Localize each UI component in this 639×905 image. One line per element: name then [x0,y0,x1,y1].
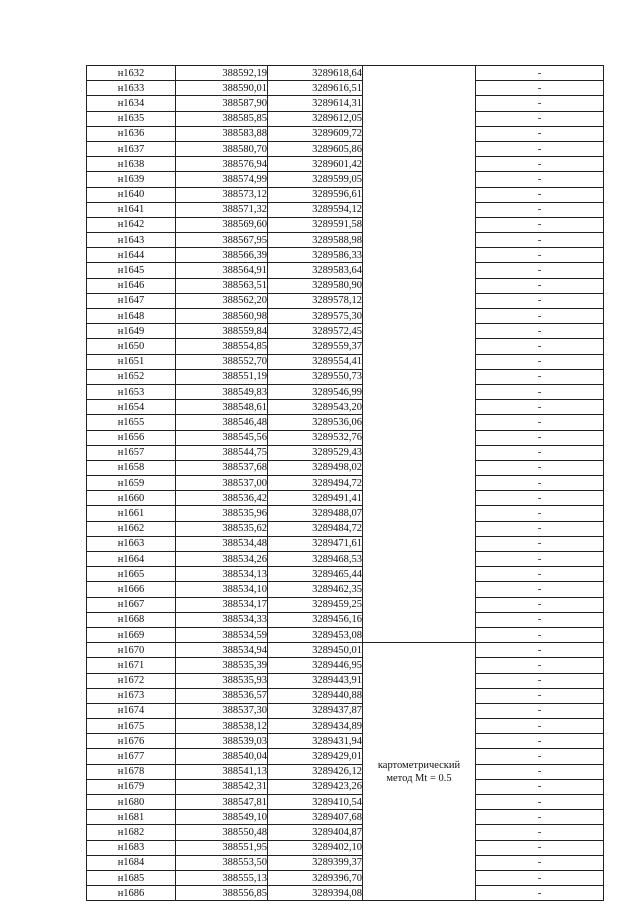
point-name-cell: н1683 [87,840,176,855]
table-row [87,476,604,491]
point-name-cell: н1654 [87,400,176,415]
x-coordinate-cell: 388544,75 [176,445,268,460]
note-cell: - [476,719,604,734]
x-coordinate-cell: 388534,13 [176,567,268,582]
x-coordinate-cell: 388555,13 [176,870,268,885]
table-row [87,673,604,688]
note-cell: - [476,278,604,293]
note-cell: - [476,217,604,232]
table-row [87,491,604,506]
point-name-cell: н1655 [87,415,176,430]
method-cell [363,643,476,901]
point-name-cell: н1674 [87,703,176,718]
table-row [87,126,604,141]
note-cell: - [476,445,604,460]
x-coordinate-cell: 388551,95 [176,840,268,855]
point-name-cell: н1682 [87,825,176,840]
x-coordinate-cell: 388574,99 [176,172,268,187]
y-coordinate-cell: 3289572,45 [268,324,363,339]
note-cell: - [476,688,604,703]
note-cell: - [476,597,604,612]
table-row [87,612,604,627]
y-coordinate-cell: 3289616,51 [268,81,363,96]
note-cell: - [476,521,604,536]
x-coordinate-cell: 388535,93 [176,673,268,688]
point-name-cell: н1639 [87,172,176,187]
note-cell: - [476,825,604,840]
table-row [87,521,604,536]
table-row [87,233,604,248]
note-cell: - [476,172,604,187]
note-cell: - [476,202,604,217]
y-coordinate-cell: 3289488,07 [268,506,363,521]
table-row [87,764,604,779]
x-coordinate-cell: 388549,10 [176,810,268,825]
x-coordinate-cell: 388538,12 [176,719,268,734]
note-cell: - [476,703,604,718]
y-coordinate-cell: 3289575,30 [268,309,363,324]
y-coordinate-cell: 3289468,53 [268,552,363,567]
note-cell: - [476,369,604,384]
note-cell: - [476,233,604,248]
table-row [87,703,604,718]
note-cell: - [476,384,604,399]
note-cell: - [476,779,604,794]
table-row [87,870,604,885]
y-coordinate-cell: 3289434,89 [268,719,363,734]
table-row [87,536,604,551]
x-coordinate-cell: 388580,70 [176,141,268,156]
y-coordinate-cell: 3289396,70 [268,870,363,885]
point-name-cell: н1671 [87,658,176,673]
point-name-cell: н1678 [87,764,176,779]
point-name-cell: н1649 [87,324,176,339]
point-name-cell: н1647 [87,293,176,308]
x-coordinate-cell: 388537,30 [176,703,268,718]
point-name-cell: н1663 [87,536,176,551]
x-coordinate-cell: 388560,98 [176,309,268,324]
note-cell: - [476,810,604,825]
note-cell: - [476,81,604,96]
x-coordinate-cell: 388569,60 [176,217,268,232]
table-row [87,430,604,445]
note-cell: - [476,886,604,901]
point-name-cell: н1641 [87,202,176,217]
x-coordinate-cell: 388573,12 [176,187,268,202]
y-coordinate-cell: 3289554,41 [268,354,363,369]
note-cell: - [476,248,604,263]
table-row [87,293,604,308]
y-coordinate-cell: 3289484,72 [268,521,363,536]
y-coordinate-cell: 3289402,10 [268,840,363,855]
x-coordinate-cell: 388551,19 [176,369,268,384]
table-row [87,552,604,567]
note-cell: - [476,627,604,642]
x-coordinate-cell: 388534,33 [176,612,268,627]
x-coordinate-cell: 388541,13 [176,764,268,779]
point-name-cell: н1653 [87,384,176,399]
note-cell: - [476,324,604,339]
point-name-cell: н1643 [87,233,176,248]
note-cell: - [476,582,604,597]
point-name-cell: н1686 [87,886,176,901]
y-coordinate-cell: 3289605,86 [268,141,363,156]
point-name-cell: н1648 [87,309,176,324]
x-coordinate-cell: 388537,00 [176,476,268,491]
table-row [87,627,604,642]
y-coordinate-cell: 3289559,37 [268,339,363,354]
x-coordinate-cell: 388535,62 [176,521,268,536]
y-coordinate-cell: 3289612,05 [268,111,363,126]
note-cell: - [476,749,604,764]
y-coordinate-cell: 3289462,35 [268,582,363,597]
table-row [87,384,604,399]
point-name-cell: н1656 [87,430,176,445]
y-coordinate-cell: 3289588,98 [268,233,363,248]
x-coordinate-cell: 388592,19 [176,66,268,81]
table-row [87,354,604,369]
table-row [87,309,604,324]
y-coordinate-cell: 3289536,06 [268,415,363,430]
point-name-cell: н1675 [87,719,176,734]
note-cell: - [476,141,604,156]
note-cell: - [476,430,604,445]
note-cell: - [476,309,604,324]
point-name-cell: н1634 [87,96,176,111]
x-coordinate-cell: 388559,84 [176,324,268,339]
table-row [87,96,604,111]
y-coordinate-cell: 3289465,44 [268,567,363,582]
y-coordinate-cell: 3289437,87 [268,703,363,718]
y-coordinate-cell: 3289431,94 [268,734,363,749]
note-cell: - [476,460,604,475]
table-row [87,415,604,430]
x-coordinate-cell: 388563,51 [176,278,268,293]
y-coordinate-cell: 3289546,99 [268,384,363,399]
note-cell: - [476,339,604,354]
table-row [87,324,604,339]
point-name-cell: н1672 [87,673,176,688]
y-coordinate-cell: 3289614,31 [268,96,363,111]
y-coordinate-cell: 3289491,41 [268,491,363,506]
note-cell: - [476,415,604,430]
point-name-cell: н1670 [87,643,176,658]
point-name-cell: н1679 [87,779,176,794]
table-row [87,460,604,475]
table-row [87,688,604,703]
x-coordinate-cell: 388587,90 [176,96,268,111]
method-cell-empty [363,66,476,643]
point-name-cell: н1667 [87,597,176,612]
x-coordinate-cell: 388545,56 [176,430,268,445]
table-row [87,582,604,597]
x-coordinate-cell: 388536,42 [176,491,268,506]
point-name-cell: н1644 [87,248,176,263]
table-row [87,339,604,354]
point-name-cell: н1640 [87,187,176,202]
table-row [87,172,604,187]
note-cell: - [476,111,604,126]
table-row [87,278,604,293]
x-coordinate-cell: 388534,17 [176,597,268,612]
y-coordinate-cell: 3289529,43 [268,445,363,460]
y-coordinate-cell: 3289550,73 [268,369,363,384]
table-row [87,719,604,734]
note-cell: - [476,506,604,521]
table-row [87,141,604,156]
table-row [87,734,604,749]
note-cell: - [476,764,604,779]
x-coordinate-cell: 388534,26 [176,552,268,567]
note-cell: - [476,673,604,688]
point-name-cell: н1685 [87,870,176,885]
point-name-cell: н1673 [87,688,176,703]
coordinates-table [86,65,604,901]
table-row [87,810,604,825]
note-cell: - [476,567,604,582]
table-row [87,643,604,658]
table-row [87,658,604,673]
y-coordinate-cell: 3289443,91 [268,673,363,688]
table-row [87,795,604,810]
x-coordinate-cell: 388548,61 [176,400,268,415]
coordinates-table-body [87,66,604,901]
table-row [87,369,604,384]
note-cell: - [476,658,604,673]
note-cell: - [476,126,604,141]
y-coordinate-cell: 3289407,68 [268,810,363,825]
point-name-cell: н1638 [87,157,176,172]
table-row [87,840,604,855]
x-coordinate-cell: 388590,01 [176,81,268,96]
x-coordinate-cell: 388534,10 [176,582,268,597]
x-coordinate-cell: 388567,95 [176,233,268,248]
method-text-line-1: картометрический [377,759,461,771]
note-cell: - [476,66,604,81]
x-coordinate-cell: 388534,94 [176,643,268,658]
y-coordinate-cell: 3289580,90 [268,278,363,293]
table-row [87,248,604,263]
table-row [87,855,604,870]
table-row [87,81,604,96]
y-coordinate-cell: 3289594,12 [268,202,363,217]
y-coordinate-cell: 3289456,16 [268,612,363,627]
y-coordinate-cell: 3289586,33 [268,248,363,263]
table-row [87,202,604,217]
x-coordinate-cell: 388546,48 [176,415,268,430]
note-cell: - [476,870,604,885]
note-cell: - [476,840,604,855]
y-coordinate-cell: 3289450,01 [268,643,363,658]
table-row [87,66,604,81]
y-coordinate-cell: 3289394,08 [268,886,363,901]
x-coordinate-cell: 388552,70 [176,354,268,369]
x-coordinate-cell: 388539,03 [176,734,268,749]
table-row [87,749,604,764]
table-row [87,111,604,126]
point-name-cell: н1659 [87,476,176,491]
point-name-cell: н1680 [87,795,176,810]
note-cell: - [476,855,604,870]
point-name-cell: н1661 [87,506,176,521]
table-row [87,567,604,582]
point-name-cell: н1632 [87,66,176,81]
x-coordinate-cell: 388554,85 [176,339,268,354]
x-coordinate-cell: 388549,83 [176,384,268,399]
y-coordinate-cell: 3289399,37 [268,855,363,870]
x-coordinate-cell: 388556,85 [176,886,268,901]
point-name-cell: н1668 [87,612,176,627]
table-row [87,825,604,840]
note-cell: - [476,96,604,111]
point-name-cell: н1651 [87,354,176,369]
x-coordinate-cell: 388576,94 [176,157,268,172]
table-row [87,886,604,901]
x-coordinate-cell: 388553,50 [176,855,268,870]
point-name-cell: н1646 [87,278,176,293]
y-coordinate-cell: 3289599,05 [268,172,363,187]
point-name-cell: н1658 [87,460,176,475]
point-name-cell: н1676 [87,734,176,749]
x-coordinate-cell: 388562,20 [176,293,268,308]
y-coordinate-cell: 3289410,54 [268,795,363,810]
x-coordinate-cell: 388534,48 [176,536,268,551]
x-coordinate-cell: 388535,96 [176,506,268,521]
point-name-cell: н1633 [87,81,176,96]
y-coordinate-cell: 3289532,76 [268,430,363,445]
x-coordinate-cell: 388571,32 [176,202,268,217]
x-coordinate-cell: 388547,81 [176,795,268,810]
y-coordinate-cell: 3289609,72 [268,126,363,141]
y-coordinate-cell: 3289440,88 [268,688,363,703]
point-name-cell: н1636 [87,126,176,141]
y-coordinate-cell: 3289591,58 [268,217,363,232]
x-coordinate-cell: 388550,48 [176,825,268,840]
note-cell: - [476,536,604,551]
x-coordinate-cell: 388537,68 [176,460,268,475]
y-coordinate-cell: 3289404,87 [268,825,363,840]
note-cell: - [476,187,604,202]
x-coordinate-cell: 388585,85 [176,111,268,126]
y-coordinate-cell: 3289618,64 [268,66,363,81]
point-name-cell: н1669 [87,627,176,642]
y-coordinate-cell: 3289423,26 [268,779,363,794]
table-row [87,597,604,612]
y-coordinate-cell: 3289583,64 [268,263,363,278]
table-row [87,445,604,460]
x-coordinate-cell: 388564,91 [176,263,268,278]
note-cell: - [476,795,604,810]
y-coordinate-cell: 3289578,12 [268,293,363,308]
y-coordinate-cell: 3289429,01 [268,749,363,764]
y-coordinate-cell: 3289459,25 [268,597,363,612]
table-row [87,217,604,232]
point-name-cell: н1637 [87,141,176,156]
point-name-cell: н1681 [87,810,176,825]
table-row [87,400,604,415]
x-coordinate-cell: 388583,88 [176,126,268,141]
point-name-cell: н1650 [87,339,176,354]
x-coordinate-cell: 388536,57 [176,688,268,703]
point-name-cell: н1664 [87,552,176,567]
note-cell: - [476,293,604,308]
x-coordinate-cell: 388534,59 [176,627,268,642]
y-coordinate-cell: 3289498,02 [268,460,363,475]
note-cell: - [476,476,604,491]
note-cell: - [476,643,604,658]
point-name-cell: н1635 [87,111,176,126]
table-row [87,263,604,278]
table-row [87,506,604,521]
x-coordinate-cell: 388566,39 [176,248,268,263]
note-cell: - [476,552,604,567]
y-coordinate-cell: 3289471,61 [268,536,363,551]
x-coordinate-cell: 388542,31 [176,779,268,794]
point-name-cell: н1684 [87,855,176,870]
note-cell: - [476,734,604,749]
point-name-cell: н1662 [87,521,176,536]
y-coordinate-cell: 3289446,95 [268,658,363,673]
point-name-cell: н1665 [87,567,176,582]
x-coordinate-cell: 388540,04 [176,749,268,764]
point-name-cell: н1666 [87,582,176,597]
y-coordinate-cell: 3289494,72 [268,476,363,491]
point-name-cell: н1642 [87,217,176,232]
point-name-cell: н1652 [87,369,176,384]
note-cell: - [476,400,604,415]
y-coordinate-cell: 3289596,61 [268,187,363,202]
method-text-line-2: метод Mt = 0.5 [386,772,452,784]
note-cell: - [476,263,604,278]
y-coordinate-cell: 3289601,42 [268,157,363,172]
y-coordinate-cell: 3289453,08 [268,627,363,642]
y-coordinate-cell: 3289426,12 [268,764,363,779]
table-row [87,157,604,172]
note-cell: - [476,612,604,627]
y-coordinate-cell: 3289543,20 [268,400,363,415]
note-cell: - [476,354,604,369]
point-name-cell: н1657 [87,445,176,460]
point-name-cell: н1660 [87,491,176,506]
point-name-cell: н1645 [87,263,176,278]
x-coordinate-cell: 388535,39 [176,658,268,673]
table-row [87,187,604,202]
note-cell: - [476,157,604,172]
point-name-cell: н1677 [87,749,176,764]
note-cell: - [476,491,604,506]
table-row [87,779,604,794]
